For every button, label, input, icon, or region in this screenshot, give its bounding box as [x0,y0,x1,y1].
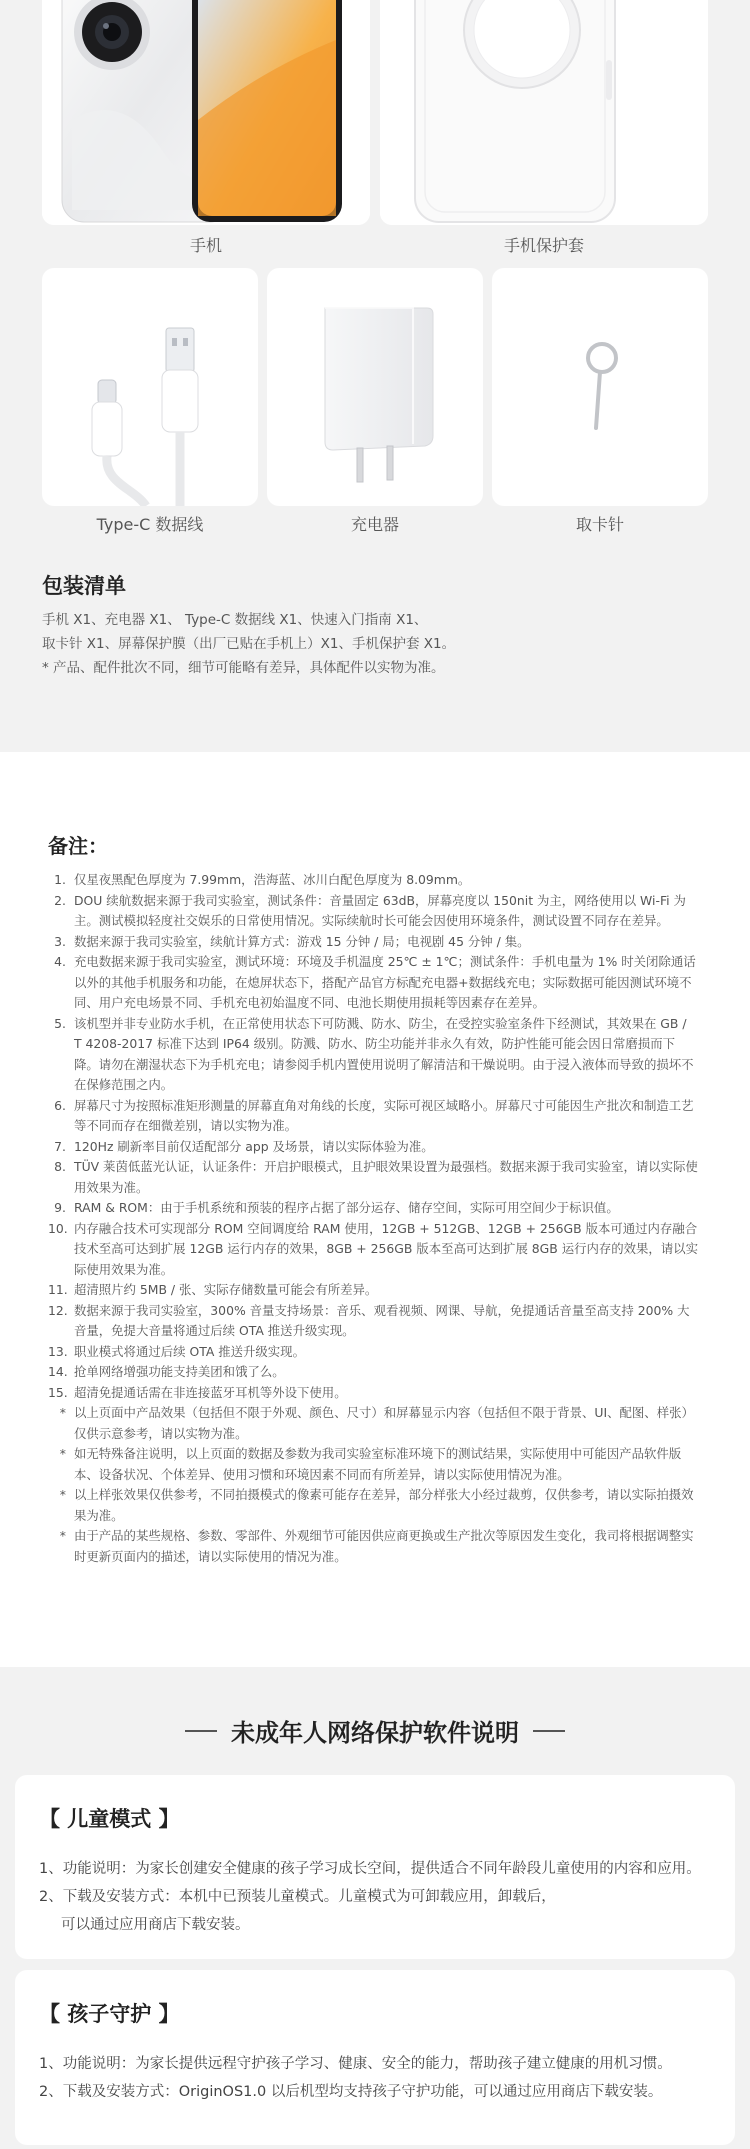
kid-mode-install: 2、下载及安装方式：本机中已预装儿童模式。儿童模式为可卸载应用，卸载后， [39,1889,556,1905]
note-item [48,952,698,1014]
kid-mode-function: 1、功能说明：为家长创建安全健康的孩子学习成长空间，提供适合不同年龄段儿童使用的内容和应用。 [39,1861,701,1877]
note-text: TÜV 莱茵低蓝光认证，认证条件：开启护眼模式，且护眼效果设置为最强档。数据来源于我司实验室，请以实际使用效果为准。 [74,1159,698,1195]
phone-case-image [380,0,708,225]
note-item [48,1526,698,1567]
note-number: 4. [54,954,66,969]
note-number: * [59,1446,66,1461]
note-text: 以上页面中产品效果（包括但不限于外观、颜色、尺寸）和屏幕显示内容（包括但不限于背景、UI、配图、样张）仅供示意参考，请以实物为准。 [74,1405,694,1441]
note-number: 15. [48,1384,68,1400]
note-item [48,1096,698,1137]
charger-image [267,268,483,506]
note-text: RAM & ROM：由于手机系统和预装的程序占据了部分运存、储存空间，实际可用空间少于标识值。 [74,1200,619,1215]
kid-mode-install-cont: 可以通过应用商店下载安装。 [61,1917,250,1933]
package-section [0,0,750,752]
child-guard-function: 1、功能说明：为家长提供远程守护孩子学习、健康、安全的能力，帮助孩子建立健康的用机习惯。 [39,2056,672,2072]
sim-ejector-pin-label: 取卡针 [575,515,624,534]
note-item [48,891,698,932]
phone-image [42,0,370,225]
phone-case-label: 手机保护套 [503,236,584,255]
note-number: 9. [54,1200,66,1215]
minor-protection-section [0,1667,750,2149]
note-text: 以上样张效果仅供参考，不同拍摄模式的像素可能存在差异，部分样张大小经过裁剪，仅供参考，请以实际拍摄效果为准。 [74,1487,694,1523]
package-list-line: 手机 X1、充电器 X1、 Type-C 数据线 X1、快速入门指南 X1、 [42,612,428,628]
note-text: 超清免提通话需在非连接蓝牙耳机等外设下使用。 [74,1384,347,1400]
package-list-title: 包装清单 [42,574,126,598]
note-number: 8. [54,1159,66,1174]
kid-mode-title: 【 儿童模式 】 [39,1807,180,1831]
note-item [48,1137,698,1158]
note-item [48,870,698,891]
note-text: 超清照片约 5MB / 张、实际存储数量可能会有所差异。 [74,1282,378,1297]
note-item [48,1444,698,1485]
note-number: 2. [54,892,66,908]
note-number: * [59,1405,66,1420]
note-number: 3. [54,933,66,949]
note-text: 数据来源于我司实验室，续航计算方式：游戏 15 分钟 / 局；电视剧 45 分钟 / 集。 [74,933,530,949]
note-item [48,1403,698,1444]
sim-ejector-pin-image [492,268,708,506]
note-item [48,1198,698,1219]
heading-dash-left [185,1730,217,1732]
child-guard-card [15,1970,735,2145]
note-number: 13. [48,1343,68,1359]
note-item [48,1485,698,1526]
minor-protection-title: 未成年人网络保护软件说明 [231,1719,519,1747]
note-text: 内存融合技术可实现部分 ROM 空间调度给 RAM 使用，12GB + 512GB、12GB + 256GB 版本可通过内存融合技术至高可达到扩展 12GB 运行内存的效果，8GB + 256GB 版本至高可达到扩展 8GB 运行内存的效果，请以实际使用效果为准。 [74,1220,698,1277]
note-item [48,1301,698,1342]
type-c-cable-label: Type-C 数据线 [96,515,204,534]
note-item [48,1383,698,1404]
note-text: 该机型并非专业防水手机，在正常使用状态下可防溅、防水、防尘，在受控实验室条件下经测试，其效果在 GB / T 4208-2017 标准下达到 IP64 级别。防溅、防水、防尘功能并非永久有效，防护性能可能会因日常磨损而下降。请勿在潮湿状态下为手机充电；请参阅手机内置使用说明了解清洁和干燥说明。由于浸入液体而导致的损坏不在保修范围之内。 [74,1015,694,1092]
package-disclaimer: * 产品、配件批次不同，细节可能略有差异，具体配件以实物为准。 [42,660,445,676]
child-guard-install: 2、下载及安装方式：OriginOS1.0 以后机型均支持孩子守护功能，可以通过应用商店下载安装。 [39,2084,663,2100]
note-text: 充电数据来源于我司实验室，测试环境：环境及手机温度 25℃ ± 1℃；测试条件：手机电量为 1% 时关闭除通话以外的其他手机服务和功能，在熄屏状态下，搭配产品官方标配充电器+数据线充电；实际数据可能因测试环境不同、用户充电场景不同、手机充电初始温度不同、电池长期使用损耗等因素存在差异。 [74,954,696,1010]
note-number: 11. [48,1282,68,1297]
note-text: DOU 续航数据来源于我司实验室，测试条件：音量固定 63dB，屏幕亮度以 150nit 为主，网络使用以 Wi-Fi 为主。测试模拟轻度社交娱乐的日常使用情况。实际续航时长可能会因使用环境条件，测试设置不同存在差异。 [74,892,686,928]
note-item [48,1280,698,1301]
note-number: * [59,1487,66,1502]
note-item [48,1014,698,1096]
charger-label: 充电器 [350,515,399,534]
note-number: 10. [48,1220,68,1236]
note-number: 12. [48,1302,68,1318]
note-text: 仅星夜黑配色厚度为 7.99mm，浩海蓝、冰川白配色厚度为 8.09mm。 [74,872,471,887]
note-number: 14. [48,1364,68,1379]
child-guard-title: 【 孩子守护 】 [39,2002,180,2026]
note-item [48,932,698,953]
heading-dash-right [533,1730,565,1732]
note-text: 屏幕尺寸为按照标准矩形测量的屏幕直角对角线的长度，实际可视区域略小。屏幕尺寸可能因生产批次和制造工艺等不同而存在细微差别，请以实物为准。 [74,1097,694,1133]
notes-title: 备注： [48,834,108,858]
type-c-cable-image [42,268,258,506]
note-number: 7. [54,1138,66,1154]
phone-label: 手机 [189,236,222,255]
note-number: 6. [54,1097,66,1113]
kid-mode-card [15,1775,735,1959]
note-item [48,1157,698,1198]
note-text: 职业模式将通过后续 OTA 推送升级实现。 [74,1343,305,1359]
note-number: * [59,1528,66,1543]
package-list-line: 取卡针 X1、屏幕保护膜（出厂已贴在手机上）X1、手机保护套 X1。 [42,636,456,652]
minor-protection-heading [0,1713,750,1748]
notes-list [48,870,698,1567]
note-text: 数据来源于我司实验室，300% 音量支持场景：音乐、观看视频、网课、导航，免提通话音量至高支持 200% 大音量，免提大音量将通过后续 OTA 推送升级实现。 [74,1302,690,1338]
note-number: 5. [54,1015,66,1031]
note-text: 由于产品的某些规格、参数、零部件、外观细节可能因供应商更换或生产批次等原因发生变化，我司将根据调整实时更新页面内的描述，请以实际使用的情况为准。 [74,1528,694,1564]
note-text: 如无特殊备注说明，以上页面的数据及参数为我司实验室标准环境下的测试结果，实际使用中可能因产品软件版本、设备状况、个体差异、使用习惯和环境因素不同而有所差异，请以实际使用情况为准。 [74,1446,682,1482]
note-number: 1. [54,872,66,887]
note-item [48,1362,698,1383]
note-text: 120Hz 刷新率目前仅适配部分 app 及场景，请以实际体验为准。 [74,1138,434,1154]
note-item [48,1219,698,1281]
note-item [48,1342,698,1363]
note-text: 抢单网络增强功能支持美团和饿了么。 [74,1364,285,1379]
